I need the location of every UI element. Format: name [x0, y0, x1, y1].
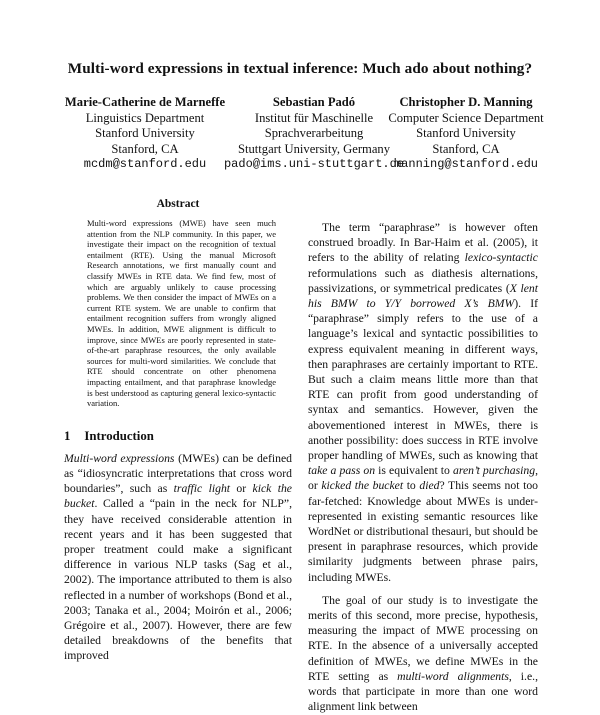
- text-run: , or: [308, 464, 539, 493]
- paragraph-paraphrase: [308, 220, 538, 585]
- italic-run: multi-word alignments: [397, 669, 509, 683]
- text-run: , i.e., words that participate in more than one word alignment link between: [308, 669, 538, 714]
- author-1: [52, 95, 238, 173]
- author-email[interactable]: mcdm@stanford.edu: [83, 157, 207, 171]
- left-column: [64, 198, 292, 664]
- italic-run: died: [419, 479, 440, 493]
- author-email[interactable]: manning@stanford.edu: [393, 157, 539, 171]
- author-affiliation: Stanford University: [416, 126, 516, 140]
- intro-paragraph: [64, 451, 292, 664]
- italic-run: kicked the bucket: [321, 479, 404, 493]
- author-location: Stanford, CA: [111, 141, 179, 156]
- section-heading-introduction: [64, 429, 292, 444]
- text-run: is equivalent to: [375, 464, 453, 478]
- text-run: to: [403, 479, 420, 493]
- text-run: ? This seems not too far-fetched: Knowledge about MWEs is under-represented in existing semantic resources like WordNet or distributional thesauri, but should be present in paraphrase resources, which provide similarity judgments between phrase pairs, including MWEs.: [308, 479, 539, 584]
- italic-run: aren’t purchasing: [453, 464, 536, 478]
- italic-run: traffic light: [173, 482, 231, 496]
- author-name: Christopher D. Manning: [399, 95, 533, 109]
- section-title: Introduction: [84, 428, 154, 443]
- abstract-text: Multi-word expressions (MWE) have seen much attention from the NLP community. In this paper, we investigate their impact on the recognition of textual entailment (RTE). Using the manual Microsoft Research annotations, we first manually count and classify MWEs in RTE data. We find few, most of which are arguably unlikely to cause processing problems. We then consider the impact of MWEs on a current RTE system. We are unable to confirm that entailment recognition suffers from wrongly aligned MWEs. In addition, MWE alignment is difficult to improve, since MWEs are poorly represented in state-of-the-art paraphrase resources, the only available sources for multi-word similarities. We conclude that RTE should concentrate on other phenomena impacting entailment, and that paraphrase knowledge is best understood as capturing general lexico-syntactic variation.: [87, 218, 276, 409]
- author-affiliation: Linguistics Department: [85, 110, 205, 125]
- italic-run: kick the bucket: [64, 482, 292, 511]
- text-run: reformulations such as diathesis alternations, passivizations, or symmetrical predicates (: [308, 266, 538, 295]
- text-run: The term “paraphrase” is however often construed broadly. In Bar-Haim et al. (2005), it refers to the ability of relating: [308, 221, 538, 265]
- section-number: 1: [64, 428, 71, 443]
- author-affiliation: Computer Science Department: [388, 110, 544, 125]
- text-run: (MWEs) can be defined as “idiosyncratic interpretations that cross word boundaries”, such as: [64, 451, 292, 496]
- author-location: Stanford, CA: [432, 141, 500, 156]
- text-run: ). If “paraphrase” simply refers to the use of a language’s lexical and syntactic possibilities to express equivalent meaning in different ways, then paraphrases are certainly important to RTE. But such a claim means little more than that RTE can profit from good understanding of syntax and semantics. However, given the abovementioned interest in MWEs, there is another possibility: does success in RTE involve proper handling of MWEs, such as knowing that: [308, 297, 538, 463]
- text-run: or: [230, 482, 253, 496]
- author-affiliation: Institut für Maschinelle: [254, 110, 374, 125]
- italic-run: take a pass on: [308, 464, 376, 478]
- paper-title: Multi-word expressions in textual inference: Much ado about nothing?: [67, 60, 533, 77]
- paragraph-goal: [308, 593, 538, 715]
- author-affiliation: Stanford University: [95, 126, 195, 140]
- abstract-heading: Abstract: [156, 198, 200, 210]
- author-email[interactable]: pado@ims.uni-stuttgart.de: [223, 157, 405, 171]
- author-name: Sebastian Padó: [272, 95, 356, 109]
- author-affiliation: Sprachverarbeitung: [264, 126, 364, 140]
- author-name: Marie-Catherine de Marneffe: [64, 95, 226, 109]
- right-column: [308, 220, 538, 715]
- author-location: Stuttgart University, Germany: [237, 141, 391, 156]
- author-3: [370, 95, 562, 173]
- text-run: The goal of our study is to investigate the merits of this second, more precise, hypothesis, measuring the impact of MWE processing on RTE. In the absence of a universally accepted definition of MWEs, we define MWEs in the RTE setting as: [308, 593, 538, 683]
- italic-run: Multi-word expressions: [64, 451, 175, 465]
- italic-run: X lent his BMW to Y/Y borrowed X’s BMW: [308, 281, 538, 311]
- text-run: . Called a “pain in the neck for NLP”, they have received considerable attention in recent years and it has been suggested that proper treatment could make a significant difference in various NLP tasks (Sag et al., 2002). The importance attributed to them is also reflected in a number of workshops (Bond et al., 2003; Tanaka et al., 2004; Moirón et al., 2006; Grégoire et al., 2007). However, there are few detailed breakdowns of the benefits that improved: [64, 497, 292, 663]
- italic-run: lexico-syntactic: [464, 251, 538, 265]
